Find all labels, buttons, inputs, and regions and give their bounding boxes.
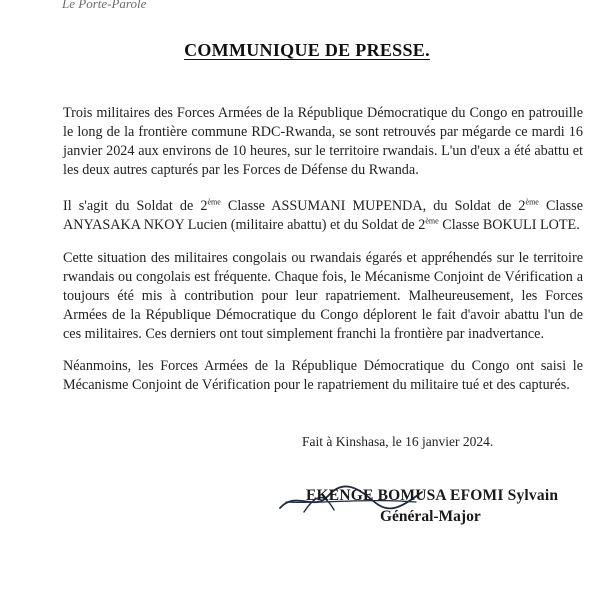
- soldier-2: Classe ANYASAKA NKOY Lucien (militaire abattu) et du Soldat de 2: [63, 198, 583, 233]
- ordinal-suffix: ème: [207, 197, 221, 207]
- paragraph-action: Néanmoins, les Forces Armées de la République Démocratique du Congo ont saisi le Mécanisme Conjoint de Vérification pour le rapatriement du militaire tué et des capturés.: [63, 358, 583, 393]
- paragraph-soldiers: [63, 197, 583, 235]
- soldiers-intro: Il s'agit du Soldat de 2: [63, 198, 208, 214]
- publication-watermark: Le Porte-Parole: [62, 0, 147, 11]
- soldier-3: Classe BOKULI LOTE.: [438, 217, 580, 233]
- document-title: [0, 40, 614, 61]
- paragraph-incident: Trois militaires des Forces Armées de la République Démocratique du Congo en patrouille le long de la frontière commune RDC-Rwanda, se sont retrouvés par mégarde ce mardi 16 janvier 2024 aux environs de 10 heures, sur le territoire rwandais. L'un d'eux a été abattu et les deux autres capturés par les Forces de Défense du Rwanda.: [63, 105, 583, 178]
- soldier-1: Classe ASSUMANI MUPENDA, du Soldat de 2: [220, 198, 526, 214]
- place-date: Fait à Kinshasa, le 16 janvier 2024.: [302, 434, 494, 449]
- ordinal-suffix: ème: [425, 216, 439, 226]
- ordinal-suffix: ème: [525, 197, 539, 207]
- signer-name: EKENGE BOMUSA EFOMI Sylvain: [306, 487, 559, 504]
- paragraph-context: Cette situation des militaires congolais ou rwandais égarés et appréhendés sur le territoire rwandais ou congolais est fréquente. Chaque fois, le Mécanisme Conjoint de Vérification a toujours été mis à contribution pour leur rapatriement. Malheureusement, les Forces Armées de la République Démocratique du Congo déplorent le fait d'avoir abattu l'un de ces militaires. Ces derniers ont tout simplement franchi la frontière par inadvertance.: [63, 250, 583, 342]
- document-title-text: COMMUNIQUE DE PRESSE.: [184, 40, 430, 60]
- signer-rank: Général-Major: [380, 508, 481, 525]
